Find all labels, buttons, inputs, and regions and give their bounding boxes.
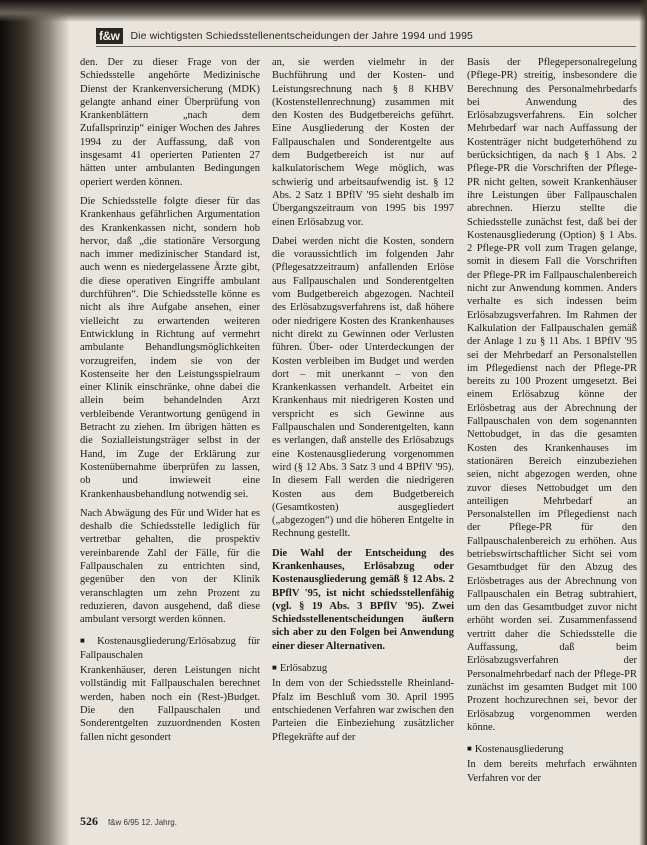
paragraph: Nach Abwägung des Für und Wider hat es deshalb die Schiedsstelle lediglich für vertretbar gehalten, die prospektiv vereinbarende Zahl der Fälle, für die Fallpauschalen zu entrichten sind, gegenüber den von der Klinik veranschlagten um zehn Prozent zu reduzieren, davon ausgehend, daß diese ambulant versorgt werden können. [80, 507, 260, 626]
journal-logo: f&w [96, 28, 123, 44]
book-spine-shadow [0, 0, 70, 845]
header-title: Die wichtigsten Schiedsstellenentscheidungen der Jahre 1994 und 1995 [130, 30, 473, 42]
paragraph: In dem von der Schiedsstelle Rheinland-Pfalz im Beschluß vom 30. April 1995 entschiedenen Verfahren war zwischen den Parteien die Einbeziehung zusätzlicher Pflegekräfte auf der [272, 678, 454, 743]
bold-paragraph: Die Wahl der Entscheidung des Krankenhauses, Erlösabzug oder Kostenausgliederung gemäß § 12 Abs. 2 BPflV '95, ist nicht schiedsstellenfähig (vgl. § 19 Abs. 3 BPflV '95). Zwei Schiedsstellenentscheidungen äußern sich aber zu den Folgen bei Anwendung einer dieser Alternativen. [272, 547, 454, 652]
subheading-text: Kostenausgliederung [474, 744, 564, 756]
page-number: 526 [80, 814, 98, 828]
text-column-2 [272, 56, 454, 750]
right-edge-shadow [639, 0, 647, 845]
subheading [272, 661, 454, 675]
subheading-text: Kostenausgliederung/Erlösabzug für Fallpauschalen [80, 636, 260, 661]
paragraph: In dem bereits mehrfach erwähnten Verfahren vor der [467, 759, 637, 784]
subheading [467, 742, 637, 756]
bullet-icon: ■ [272, 663, 277, 673]
paragraph: den. Der zu dieser Frage von der Schiedsstelle angehörte Medizinische Dienst der Krankenversicherung (MDK) gelangte anhand einer Überprüfung von Krankenblättern „nach dem Zufallsprinzip“ einiger Wochen des Jahres 1994 zu der Auffassung, daß von insgesamt 41 operierten Patienten 27 hätten unter ambulanten Bedingungen operiert werden können. [80, 57, 260, 188]
running-header [96, 26, 636, 47]
paragraph: Dabei werden nicht die Kosten, sondern die voraussichtlich im folgenden Jahr (Pflegesatzzeitraum) anfallenden Erlöse aus Fallpauschalen und Sonderentgelten vom Budgetbereich abgezogen. Nachteil des Erlösabzugsverfahrens ist, daß höhere oder niedrigere Kosten des Krankenhauses nicht direkt zu Gewinnen oder Verlusten führen. Über- oder Unterdeckungen der Kosten verbleiben im Budget und werden dort – mit unerkannt – von den Krankenkassen verhandelt. Arbeitet ein Krankenhaus mit niedrigeren Kosten und verspricht es sich Gewinne aus Fallpauschalen und Sonderentgelten, kann es verlangen, daß anstelle des Erlösabzugs eine Kostenausgliederung vorgenommen wird (§ 12 Abs. 3 Satz 3 und 4 BPflV '95). In diesem Fall werden die niedrigeren Kosten aus dem Budgetbereich (Gesamtkosten) ausgegliedert („abgezogen“) und die höheren Entgelte in Rechnung gestellt. [272, 235, 454, 540]
paragraph: Die Schiedsstelle folgte dieser für das Krankenhaus gefährlichen Argumentation des Krankenkassen nicht, sondern hob hervor, daß „die stationäre Versorgung nach immer medizinischer Standard ist, auch wenn es niedergelassene Ärzte gibt, die diese operativen Eingriffe ambulant durchführen“. Die Schiedsstelle könne es nicht als ihre Aufgabe ansehen, einer vielleicht zu erwartenden weiteren Entwicklung in Richtung auf vermehrt ambulante Behandlungsmöglichkeiten vorzugreifen, indem sie von der Kostenseite her den Leistungsspielraum einer Klinik einschränke, ohne dabei die allein beim behandelnden Arzt verbleibende Verantwortung genügend in Betracht zu ziehen. Im übrigen hätten es die Sozialleistungsträger selbst in der Hand, im Zuge der Erklärung zur Kostenübernahme überprüfen zu lassen, ob und inwieweit eine Krankenhausbehandlung notwendig sei. [80, 195, 260, 500]
text-column-1 [80, 56, 260, 750]
text-column-3 [467, 56, 637, 791]
paragraph: Basis der Pflegepersonalregelung (Pflege-PR) streitig, insbesondere die Berechnung des Personalmehrbedarfs bei Anwendung des Erlösabzugsverfahrens. Ein solcher Mehrbedarf war nach Auffassung der Kostenträger nicht budgeterhöhend zu berücksichtigen, da nach § 1 Abs. 2 Pflege-PR die Vorschriften der Pflege-PR nicht gelten, soweit Krankenhäuser ihre Leistungen über Fallpauschalen abrechnen. Hierzu stellte die Schiedsstelle zunächst fest, daß bei der Kostenausgliederung (Option) § 1 Abs. 2 Pflege-PR voll zum Tragen gelange, somit in diesem Fall die Vorschriften der Pflege-PR im Fallpauschalenbereich nicht zur Anwendung kommen. Anders verhalte es sich indessen beim Erlösabzugsverfahren. Im Rahmen der Kalkulation der Fallpauschalen gemäß der Anlage 1 zu § 11 Abs. 1 BPflV '95 sei der Mehrbedarf an Personalstellen im Pflegedienst nach der Pflege-PR bereits zu 100 Prozent umgesetzt. Bei einem Erlösabzug könne der Erlösbetrag aus der Abrechnung der Fallpauschalen von dem sogenannten Nettobudget, in das die gesamten Kosten des Krankenhauses im stationären Bereich einzubeziehen seien, nicht abgezogen werden, ohne zuvor dieses Nettobudget um den anteiligen Mehrbedarf an Personalstellen im Pflegedienst nach der Pflege-PR für den Fallpauschalenbereich zu erhöhen. Aus betriebswirtschaftlicher Sicht sei vom Gesamtbudget für den Abzug des Erlösbetrages aus der Abrechnung von Fallpauschalen ein Betrag subtrahiert, um den das Gesamtbudget zuvor nicht erhöht worden sei. Zusammenfassend vertritt daher die Schiedsstelle die Auffassung, daß beim Erlösabzugsverfahren der Personalmehrbedarf nach der Pflege-PR zunächst im gesamten Budget mit 100 Prozent hochzurechnen sei, bevor der Erlösabzug vorgenommen werden könne. [467, 57, 637, 733]
page-footer [80, 814, 380, 829]
top-edge-shadow [0, 0, 647, 22]
paragraph: Krankenhäuser, deren Leistungen nicht vollständig mit Fallpauschalen berechnet werden, haben noch ein (Rest-)Budget. Die den Fallpauschalen und Sonderentgelten zuzuordnenden Kosten fallen nicht gesondert [80, 665, 260, 743]
journal-citation: f&w 6/95 12. Jahrg. [108, 818, 177, 827]
bullet-icon: ■ [80, 636, 95, 646]
bullet-icon: ■ [467, 744, 472, 754]
subheading-text: Erlösabzug [279, 663, 328, 675]
subheading [80, 634, 260, 662]
paragraph: an, sie werden vielmehr in der Buchführung und der Kosten- und Leistungsrechnung nach § 8 KHBV (Kostenstellenrechnung) zusammen mit den Kosten des Budgetbereichs geführt. Eine Ausgliederung der Kosten der Fallpauschalen und Sonderentgelte aus dem Budgetbereich ist nur auf kalkulatorischem Wege möglich, was schwierig und arbeitsaufwendig ist. § 12 Abs. 2 Satz 1 BPflV '95 sieht deshalb im Übergangszeitraum von 1995 bis 1997 einen Erlösabzug vor. [272, 57, 454, 228]
